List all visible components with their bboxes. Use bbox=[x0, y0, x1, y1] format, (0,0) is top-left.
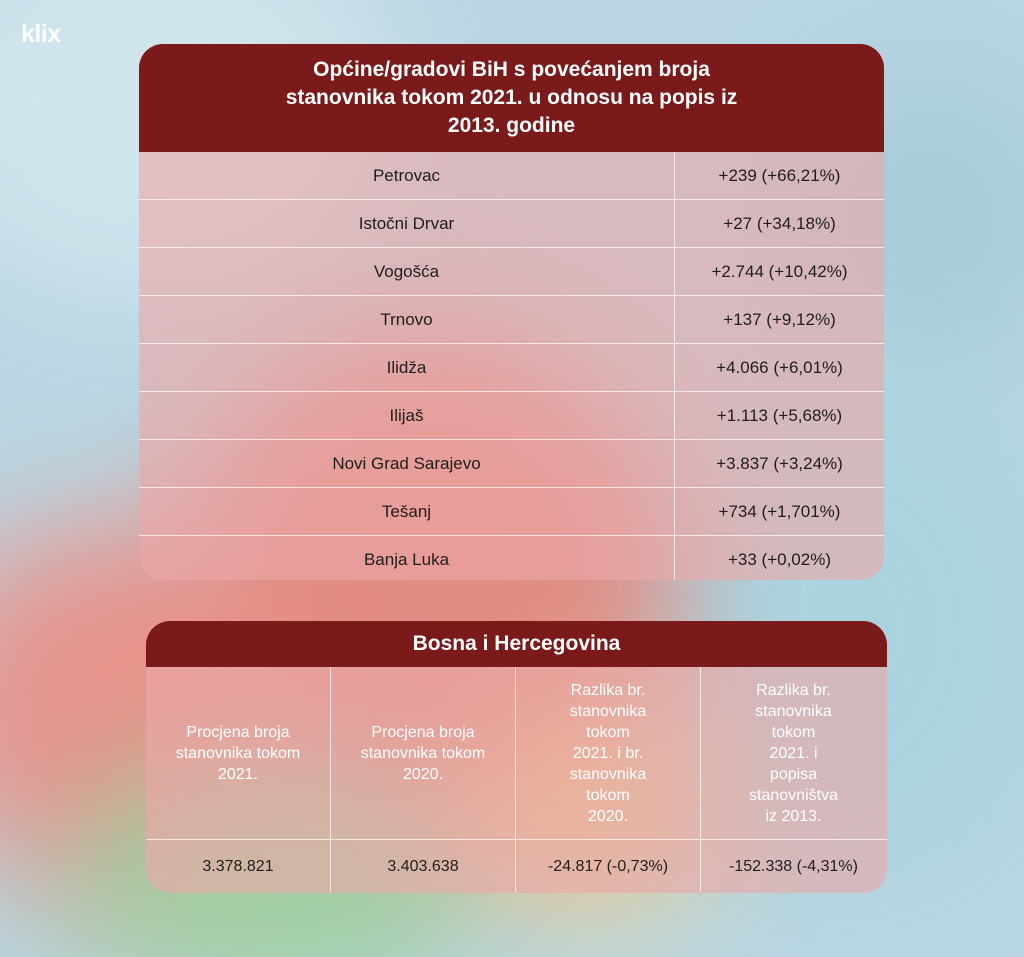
value-cell: 3.403.638 bbox=[331, 840, 516, 892]
municipality-name: Novi Grad Sarajevo bbox=[139, 440, 675, 487]
table-row bbox=[139, 391, 884, 439]
column-header: Razlika br. stanovnika tokom 2021. i br. stanovnika tokom 2020. bbox=[516, 667, 701, 839]
table-row bbox=[139, 439, 884, 487]
growth-value: +239 (+66,21%) bbox=[718, 165, 841, 185]
table-row bbox=[139, 199, 884, 247]
municipality-name: Ilijaš bbox=[139, 392, 675, 439]
value-cell: -152.338 (-4,31%) bbox=[729, 857, 858, 875]
table-row bbox=[139, 535, 884, 580]
municipalities-growth-table bbox=[139, 44, 884, 580]
table-row bbox=[139, 487, 884, 535]
table1-header bbox=[139, 44, 884, 152]
table-row bbox=[139, 343, 884, 391]
growth-value: +2.744 (+10,42%) bbox=[711, 261, 848, 281]
municipality-name: Ilidža bbox=[139, 344, 675, 391]
table-row bbox=[139, 295, 884, 343]
municipality-name: Istočni Drvar bbox=[139, 200, 675, 247]
growth-value: +27 (+34,18%) bbox=[723, 213, 836, 233]
growth-value: +137 (+9,12%) bbox=[723, 309, 836, 329]
klix-logo: klix bbox=[21, 20, 61, 48]
column-header: Procjena broja stanovnika tokom 2021. bbox=[146, 667, 331, 839]
municipality-name: Vogošća bbox=[139, 248, 675, 295]
value-cell: -24.817 (-0,73%) bbox=[516, 840, 701, 892]
municipality-name: Trnovo bbox=[139, 296, 675, 343]
growth-value: +3.837 (+3,24%) bbox=[716, 453, 843, 473]
growth-value: +4.066 (+6,01%) bbox=[716, 357, 843, 377]
table-row bbox=[139, 152, 884, 199]
growth-value: +1.113 (+5,68%) bbox=[716, 405, 843, 425]
municipality-name: Banja Luka bbox=[139, 536, 675, 580]
column-header: Procjena broja stanovnika tokom 2020. bbox=[331, 667, 516, 839]
bih-summary-table bbox=[146, 621, 887, 893]
table2-header-row bbox=[146, 667, 887, 839]
municipality-name: Petrovac bbox=[139, 152, 675, 199]
value-cell: 3.378.821 bbox=[146, 840, 331, 892]
growth-value: +33 (+0,02%) bbox=[727, 549, 831, 569]
table2-value-row bbox=[146, 839, 887, 892]
municipality-name: Tešanj bbox=[139, 488, 675, 535]
column-header: Razlika br. stanovnika tokom 2021. i popisa stanovništva iz 2013. bbox=[749, 681, 838, 825]
table1-title: Općine/gradovi BiH s povećanjem broja stanovnika tokom 2021. u odnosu na popis iz 2013. godine bbox=[285, 58, 738, 137]
table2-title: Bosna i Hercegovina bbox=[146, 621, 887, 667]
table1-body bbox=[139, 152, 884, 580]
table-row bbox=[139, 247, 884, 295]
growth-value: +734 (+1,701%) bbox=[718, 501, 841, 521]
